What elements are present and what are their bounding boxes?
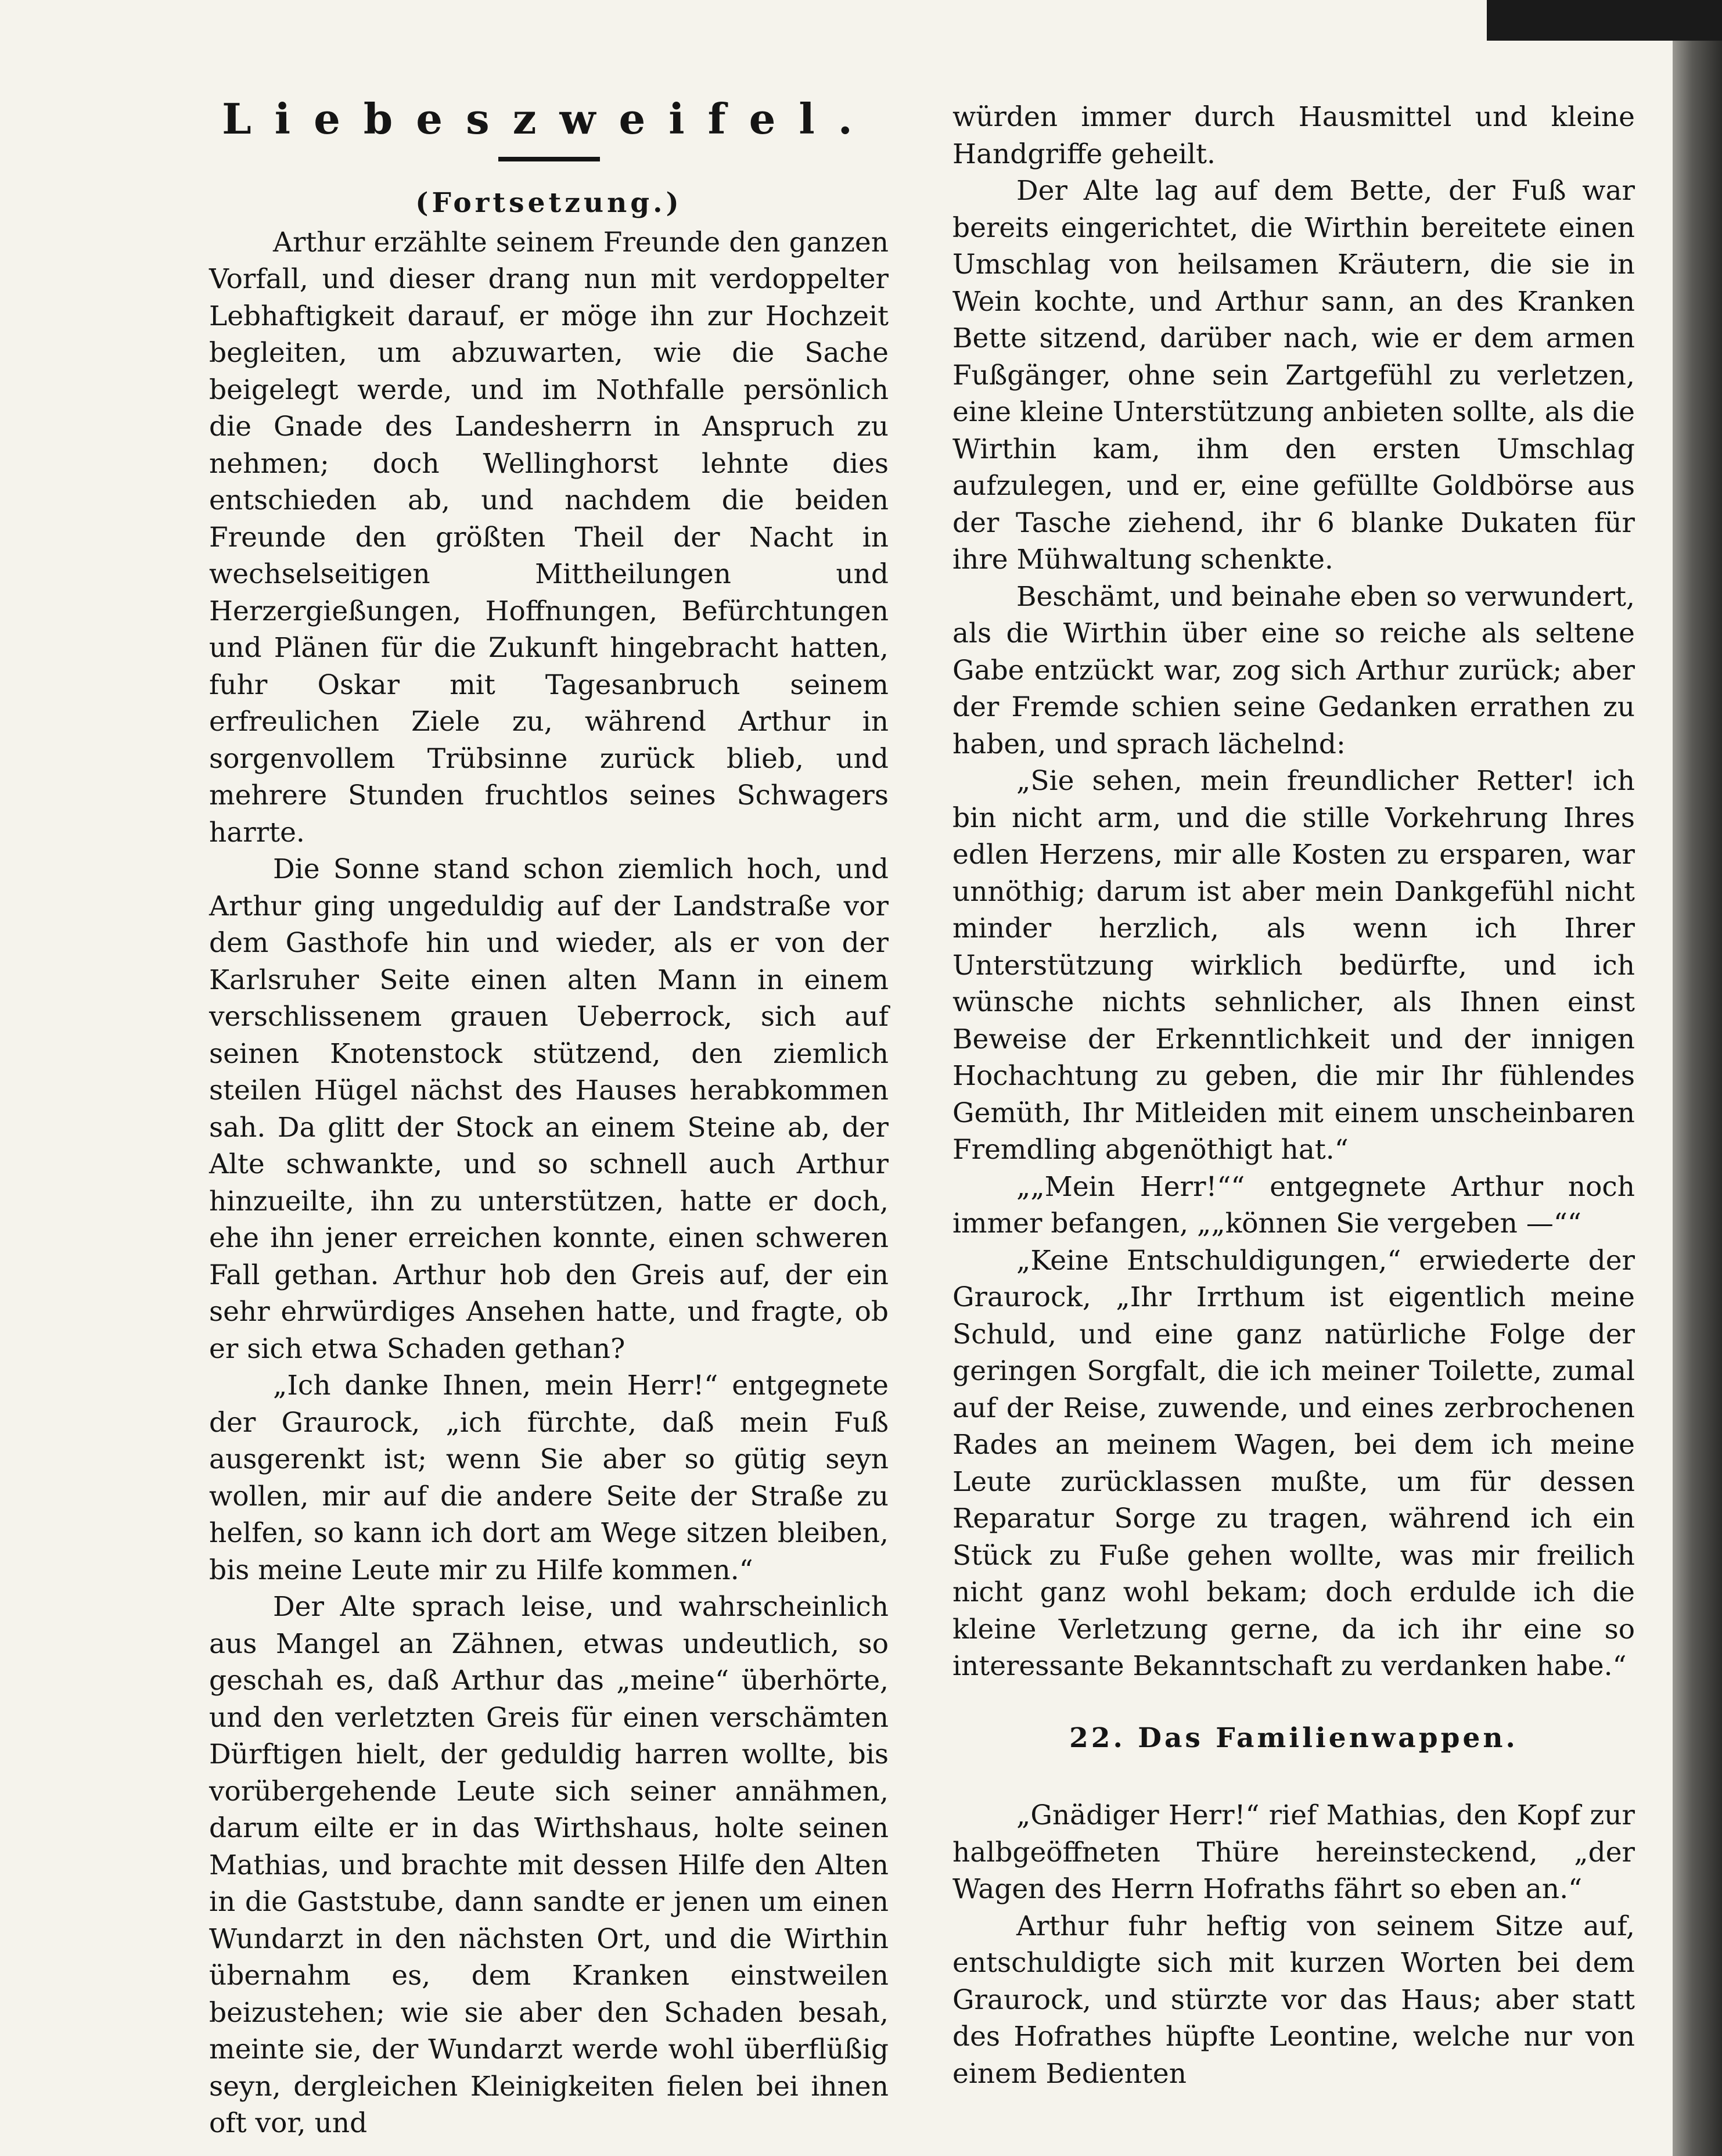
left-column (209, 81, 889, 2142)
right-paragraph-2: Beschämt, und beinahe eben so verwundert, als die Wirthin über eine so reiche als seltene Gabe entzückt war, zog sich Arthur zurück; aber der Fremde schien seine Gedanken errathen zu haben, und sprach lächelnd: (952, 580, 1635, 760)
left-paragraph-2: Die Sonne stand schon ziemlich hoch, und Arthur ging ungeduldig auf der Landstraße vor dem Gasthofe hin und wieder, als er von der Karlsruher Seite einen alten Mann in einem verschlissenem grauen Ueberrock, sich auf seinen Knotenstock stützend, den ziemlich steilen Hügel nächst des Hauses herabkommen sah. Da glitt der Stock an einem Steine ab, der Alte schwankte, und so schnell auch Arthur hinzueilte, ihn zu unterstützen, hatte er doch, ehe ihn jener erreichen konnte, einen schweren Fall gethan. Arthur hob den Greis auf, der ein sehr ehrwürdiges Ansehen hatte, und fragte, ob er sich etwa Schaden gethan? (209, 853, 889, 1365)
left-paragraph-1: Arthur erzählte seinem Freunde den ganzen Vorfall, und dieser drang nun mit verdoppelter Lebhaftigkeit darauf, er möge ihn zur Hochzeit begleiten, um abzuwarten, wie die Sache beigelegt werde, und im Nothfalle persönlich die Gnade des Landesherrn in Anspruch zu nehmen; doch Wellinghorst lehnte dies entschieden ab, und nachdem die beiden Freunde den größten Theil der Nacht in wechselseitigen Mittheilungen und Herzergießungen, Hoffnungen, Befürchtungen und Plänen für die Zukunft hingebracht hatten, fuhr Oskar mit Tagesanbruch seinem erfreulichen Ziele zu, während Arthur in sorgenvollem Trübsinne zurück blieb, und mehrere Stunden fruchtlos seines Schwagers harrte. (209, 226, 889, 849)
title-rule (498, 157, 600, 161)
section-heading: 22. Das Familienwappen. (1069, 1722, 1518, 1754)
section-paragraph-2: Arthur fuhr heftig von seinem Sitze auf, entschuldigte sich mit kurzen Worten bei dem Graurock, und stürzte vor das Haus; aber statt des Hofrathes hüpfte Leontine, welche nur von einem Bedienten (952, 1910, 1635, 2090)
page-title: Liebeszweifel. (222, 94, 876, 143)
right-paragraph-4: „„Mein Herr!““ entgegnete Arthur noch immer befangen, „„können Sie vergeben —““ (952, 1170, 1635, 1239)
subtitle: (Fortsetzung.) (415, 187, 682, 219)
right-paragraph-5: „Keine Entschuldigungen,“ erwiederte der Graurock, „Ihr Irrthum ist eigentlich meine Schuld, und eine ganz natürliche Folge der geringen Sorgfalt, die ich meiner Toilette, zumal auf der Reise, zuwende, und eines zerbrochenen Rades an meinem Wagen, bei dem ich meine Leute zurücklassen mußte, um für dessen Reparatur Sorge zu tragen, während ich ein Stück zu Fuße gehen wollte, was mir freilich nicht ganz wohl bekam; doch erdulde ich die kleine Verletzung gerne, da ich ihr eine so interessante Bekanntschaft zu verdanken habe.“ (952, 1244, 1635, 1682)
section-paragraph-1: „Gnädiger Herr!“ rief Mathias, den Kopf zur halbgeöffneten Thüre hereinsteckend, „der Wagen des Herrn Hofraths fährt so eben an.“ (952, 1799, 1635, 1905)
right-column (952, 99, 1635, 2092)
scan-corner (1487, 0, 1722, 41)
page-edge-shadow (1673, 0, 1722, 2156)
right-paragraph-3: „Sie sehen, mein freundlicher Retter! ich bin nicht arm, und die stille Vorkehrung Ihres edlen Herzens, mir alle Kosten zu ersparen, war unnöthig; darum ist aber mein Dankgefühl nicht minder herzlich, als wenn ich Ihrer Unterstützung wirklich bedürfte, und ich wünsche nichts sehnlicher, als Ihnen einst Beweise der Erkenntlichkeit und der innigen Hochachtung zu geben, die mir Ihr fühlendes Gemüth, Ihr Mitleiden mit einem unscheinbaren Fremdling abgenöthigt hat.“ (952, 765, 1635, 1166)
right-paragraph-1: Der Alte lag auf dem Bette, der Fuß war bereits eingerichtet, die Wirthin bereitete einen Umschlag von heilsamen Kräutern, die sie in Wein kochte, und Arthur sann, an des Kranken Bette sitzend, darüber nach, wie er dem armen Fußgänger, ohne sein Zartgefühl zu verletzen, eine kleine Unterstützung anbieten sollte, als die Wirthin kam, ihm den ersten Umschlag aufzulegen, und er, eine gefüllte Goldbörse aus der Tasche ziehend, ihr 6 blanke Dukaten für ihre Mühwaltung schenkte. (952, 175, 1635, 576)
left-paragraph-3: „Ich danke Ihnen, mein Herr!“ entgegnete der Graurock, „ich fürchte, daß mein Fuß ausgerenkt ist; wenn Sie aber so gütig seyn wollen, mir auf die andere Seite der Straße zu helfen, so kann ich dort am Wege sitzen bleiben, bis meine Leute mir zu Hilfe kommen.“ (209, 1370, 889, 1586)
right-continuation: würden immer durch Hausmittel und kleine Handgriffe geheilt. (952, 101, 1635, 170)
left-paragraph-4: Der Alte sprach leise, und wahrscheinlich aus Mangel an Zähnen, etwas undeutlich, so geschah es, daß Arthur das „meine“ überhörte, und den verletzten Greis für einen verschämten Dürftigen hielt, der geduldig harren wollte, bis vorübergehende Leute sich seiner annähmen, darum eilte er in das Wirthshaus, holte seinen Mathias, und brachte mit dessen Hilfe den Alten in die Gaststube, dann sandte er jenen um einen Wundarzt in den nächsten Ort, und die Wirthin übernahm es, dem Kranken einstweilen beizustehen; wie sie aber den Schaden besah, meinte sie, der Wundarzt werde wohl überflüßig seyn, dergleichen Kleinigkeiten fielen bei ihnen oft vor, und (209, 1591, 889, 2139)
